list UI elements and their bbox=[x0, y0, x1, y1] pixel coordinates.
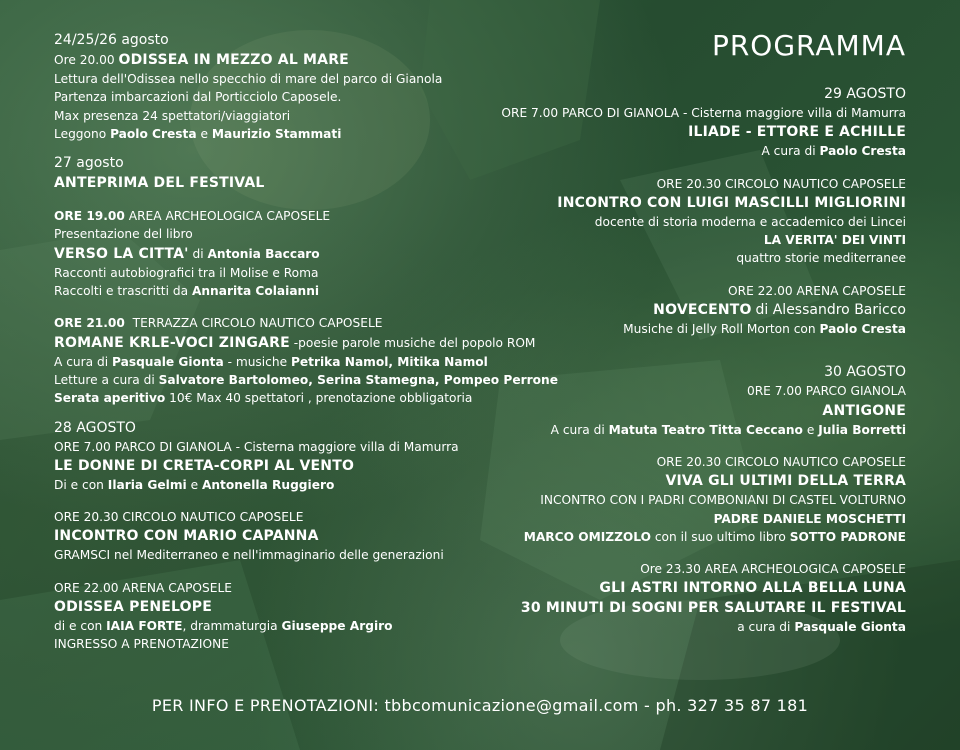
event-detail: PADRE DANIELE MOSCHETTI bbox=[713, 511, 906, 526]
date-heading: 24/25/26 agosto bbox=[54, 32, 169, 48]
date-heading: 30 AGOSTO bbox=[824, 364, 906, 381]
event-title: 30 MINUTI DI SOGNI PER SALUTARE IL FESTIVAL bbox=[520, 600, 906, 617]
event-place: ORE 21.00 TERRAZZA CIRCOLO NAUTICO CAPOSELE bbox=[54, 316, 383, 331]
event-detail: a cura di Pasquale Gionta bbox=[737, 620, 906, 635]
event-title: VIVA GLI ULTIMI DELLA TERRA bbox=[665, 473, 906, 490]
event-detail: GRAMSCI nel Mediterraneo e nell'immaginario delle generazioni bbox=[54, 548, 444, 563]
event-detail: Racconti autobiografici tra il Molise e Roma bbox=[54, 265, 319, 280]
event-place: ORE 7.00 PARCO DI GIANOLA - Cisterna maggiore villa di Mamurra bbox=[54, 439, 459, 454]
event-title: ODISSEA IN MEZZO AL MARE bbox=[118, 52, 349, 68]
event-detail: Letture a cura di Salvatore Bartolomeo, Serina Stamegna, Pompeo Perrone bbox=[54, 372, 558, 387]
event-place: ORE 22.00 ARENA CAPOSELE bbox=[54, 580, 232, 595]
program-title: PROGRAMMA bbox=[711, 29, 906, 62]
event-detail: INCONTRO CON I PADRI COMBONIANI DI CASTEL VOLTURNO bbox=[540, 493, 906, 508]
event-place: 0RE 7.00 PARCO GIANOLA bbox=[746, 384, 906, 399]
event-readers: Leggono Paolo Cresta e Maurizio Stammati bbox=[54, 126, 342, 141]
event-detail: A cura di Paolo Cresta bbox=[761, 144, 906, 159]
event-detail: Serata aperitivo 10€ Max 40 spettatori , prenotazione obbligatoria bbox=[54, 391, 473, 406]
event-detail: di e con IAIA FORTE, drammaturgia Giuseppe Argiro bbox=[54, 619, 393, 634]
event-detail: Presentazione del libro bbox=[54, 227, 193, 242]
event-title: ILIADE - ETTORE E ACHILLE bbox=[688, 124, 906, 141]
book-title: LA VERITA' DEI VINTI bbox=[763, 233, 906, 248]
event-detail: MARCO OMIZZOLO con il suo ultimo libro SOTTO PADRONE bbox=[523, 529, 906, 544]
event-title: LE DONNE DI CRETA-CORPI AL VENTO bbox=[54, 457, 355, 474]
event-detail: Musiche di Jelly Roll Morton con Paolo Cresta bbox=[623, 322, 906, 337]
date-heading: 27 agosto bbox=[54, 155, 124, 172]
event-place: ORE 7.00 PARCO DI GIANOLA - Cisterna maggiore villa di Mamurra bbox=[501, 106, 906, 120]
event-title-line: NOVECENTO di Alessandro Baricco bbox=[653, 302, 906, 319]
event-place: ORE 22.00 ARENA CAPOSELE bbox=[728, 283, 906, 298]
event-title: ODISSEA PENELOPE bbox=[54, 599, 212, 616]
event-place: ORE 19.00 AREA ARCHEOLOGICA CAPOSELE bbox=[54, 209, 331, 224]
date-heading: 29 AGOSTO bbox=[824, 86, 906, 102]
section-title: ANTEPRIMA DEL FESTIVAL bbox=[54, 175, 265, 192]
event-detail: Raccolti e trascritti da Annarita Colaianni bbox=[54, 284, 320, 299]
event-title: ANTIGONE bbox=[822, 402, 906, 419]
event-detail: Max presenza 24 spettatori/viaggiatori bbox=[54, 108, 291, 123]
event-place: ORE 20.30 CIRCOLO NAUTICO CAPOSELE bbox=[54, 510, 304, 525]
event-detail: A cura di Matuta Teatro Titta Ceccano e Julia Borretti bbox=[550, 422, 906, 437]
event-title: INCONTRO CON LUIGI MASCILLI MIGLIORINI bbox=[557, 194, 906, 211]
event-place: ORE 20.30 CIRCOLO NAUTICO CAPOSELE bbox=[656, 176, 906, 191]
event-title: GLI ASTRI INTORNO ALLA BELLA LUNA bbox=[599, 580, 906, 597]
event-title: INCONTRO CON MARIO CAPANNA bbox=[54, 528, 319, 545]
event-title-line: ROMANE KRLE-VOCI ZINGARE -poesie parole musiche del popolo ROM bbox=[54, 334, 536, 351]
event-detail: Partenza imbarcazioni dal Porticciolo Caposele. bbox=[54, 90, 342, 105]
event-detail: Lettura dell'Odissea nello specchio di mare del parco di Gianola bbox=[54, 72, 443, 86]
event-time-line: Ore 20.00 ODISSEA IN MEZZO AL MARE bbox=[54, 52, 349, 68]
right-column bbox=[446, 30, 906, 637]
event-detail: INGRESSO A PRENOTAZIONE bbox=[54, 637, 229, 652]
event-detail: A cura di Pasquale Gionta - musiche Petrika Namol, Mitika Namol bbox=[54, 354, 488, 369]
event-detail: quattro storie mediterranee bbox=[736, 251, 906, 266]
event-place: ORE 20.30 CIRCOLO NAUTICO CAPOSELE bbox=[656, 454, 906, 469]
event-detail: docente di storia moderna e accademico dei Lincei bbox=[594, 214, 906, 229]
contact-footer: PER INFO E PRENOTAZIONI: tbbcomunicazione@gmail.com - ph. 327 35 87 181 bbox=[151, 696, 809, 715]
event-detail: Di e con Ilaria Gelmi e Antonella Ruggiero bbox=[54, 477, 335, 492]
event-title-line: VERSO LA CITTA' di Antonia Baccaro bbox=[54, 245, 320, 262]
date-heading: 28 AGOSTO bbox=[54, 419, 136, 436]
event-place: Ore 23.30 AREA ARCHEOLOGICA CAPOSELE bbox=[640, 562, 906, 577]
